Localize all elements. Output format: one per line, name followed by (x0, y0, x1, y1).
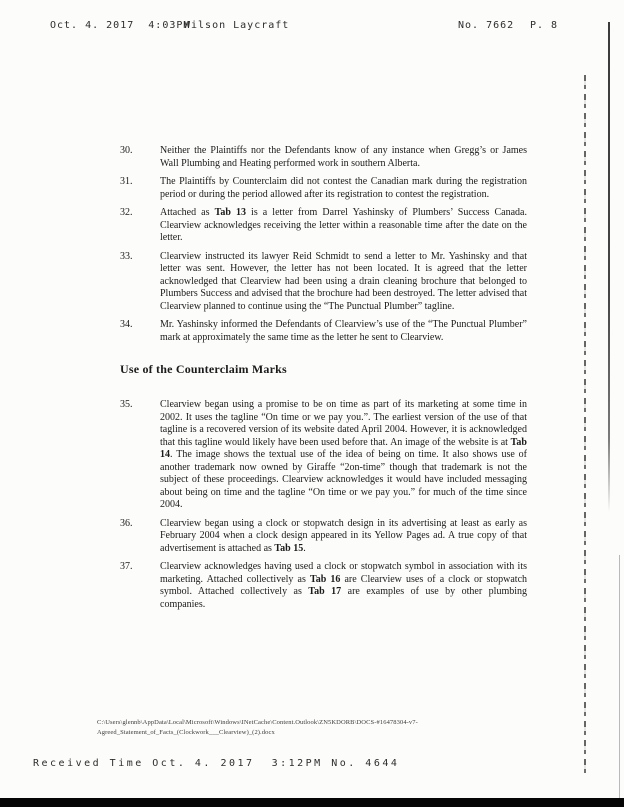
paragraph-number: 32. (120, 207, 133, 218)
document-body (120, 145, 527, 617)
paragraph-text: Clearview acknowledges having used a clock or stopwatch symbol in association with its marketing. Attached collectively as Tab 16 are Clearview uses of a clock or stopwatch symbol. Attached collectively as Tab 17 are examples of use by other plumbing companies. (160, 561, 528, 610)
paragraph-number: 37. (120, 561, 133, 572)
fax-datetime: Oct. 4. 2017 4:03PM (50, 20, 191, 31)
scan-artifact-faint-line (619, 555, 620, 798)
paragraph-number: 34. (120, 319, 133, 330)
paragraph-30 (120, 145, 527, 170)
fax-job-number: No. 7662 (458, 20, 515, 31)
paragraph-32 (120, 207, 527, 245)
paragraph-number: 35. (120, 399, 133, 410)
received-time-stamp: Received Time Oct. 4. 2017 3:12PM No. 4644 (33, 758, 400, 769)
fax-page-number: P. 8 (530, 20, 559, 31)
paragraph-number: 36. (120, 517, 133, 529)
paragraph-35 (120, 399, 527, 512)
filepath-line-2: Agreed_Statement_of_Facts_(Clockwork___Clearview)_(2).docx (97, 728, 275, 736)
section-heading: Use of the Counterclaim Marks (120, 362, 287, 376)
paragraph-number: 31. (120, 176, 133, 187)
paragraph-text: Neither the Plaintiffs nor the Defendants know of any instance when Gregg’s or James Wall Plumbing and Heating performed work in southern Alberta. (160, 145, 527, 169)
paragraph-text: Clearview instructed its lawyer Reid Schmidt to send a letter to Mr. Yashinsky and that letter was sent. However, the letter has not been located. It is agreed that the letter acknowledged that Clearview had been using a drain cleaning brochure that belonged to Plumbers Success and advised that the brochure had been destroyed. The letter advised that Clearview planned to continue using the “The Punctual Plumber” tagline. (160, 250, 527, 312)
paragraph-text: Clearview began using a clock or stopwatch design in its advertising at least as early as February 2004 when a clock design appeared in its Yellow Pages ad. A true copy of that advertisement is attached as Tab 15. (160, 517, 527, 554)
scan-artifact-bottom-bar (0, 798, 624, 807)
paragraph-37 (120, 561, 527, 611)
paragraph-number: 30. (120, 145, 133, 156)
fax-sender-name: Wilson Laycraft (184, 20, 290, 31)
paragraph-text: The Plaintiffs by Counterclaim did not contest the Canadian mark during the registration period or during the period allowed after its registration to contest the registration. (160, 176, 527, 200)
scan-artifact-solid-line (608, 22, 610, 512)
paragraph-33 (120, 251, 527, 314)
paragraph-text: Attached as Tab 13 is a letter from Darrel Yashinsky of Plumbers’ Success Canada. Clearview acknowledges receiving the letter within a reasonable time after the date on the letter. (160, 207, 527, 243)
paragraph-31 (120, 176, 527, 201)
paragraph-number: 33. (120, 250, 133, 262)
paragraph-34 (120, 319, 527, 344)
paragraph-text: Mr. Yashinsky informed the Defendants of Clearview’s use of the “The Punctual Plumber” mark at approximately the same time as the letter he sent to Clearview. (160, 319, 527, 343)
scan-artifact-dashed-line (584, 75, 586, 775)
filepath-line-1: C:\Users\glennb\AppData\Local\Microsoft\Windows\INetCache\Content.Outlook\ZN5KDORB\DOCS-#16478304-v7- (97, 719, 418, 726)
paragraph-36 (120, 518, 527, 556)
document-filepath (97, 718, 418, 737)
paragraph-text: Clearview began using a promise to be on time as part of its marketing at some time in 2002. It uses the tagline “On time or we pay you.”. The earliest version of the use of that tagline is a recovered version of its website dated April 2004. However, it is acknowledged that this tagline would likely have been used before that. An image of the website is at Tab 14. The image shows the textual use of the idea of being on time. It also shows use of another trademark now owned by Giraffe “2on-time” though that trademark is not the subject of these proceedings. Clearview acknowledges it would have included messaging about being on time and the tagline “On time or we pay you.” for much of the time since 2004. (160, 399, 527, 510)
